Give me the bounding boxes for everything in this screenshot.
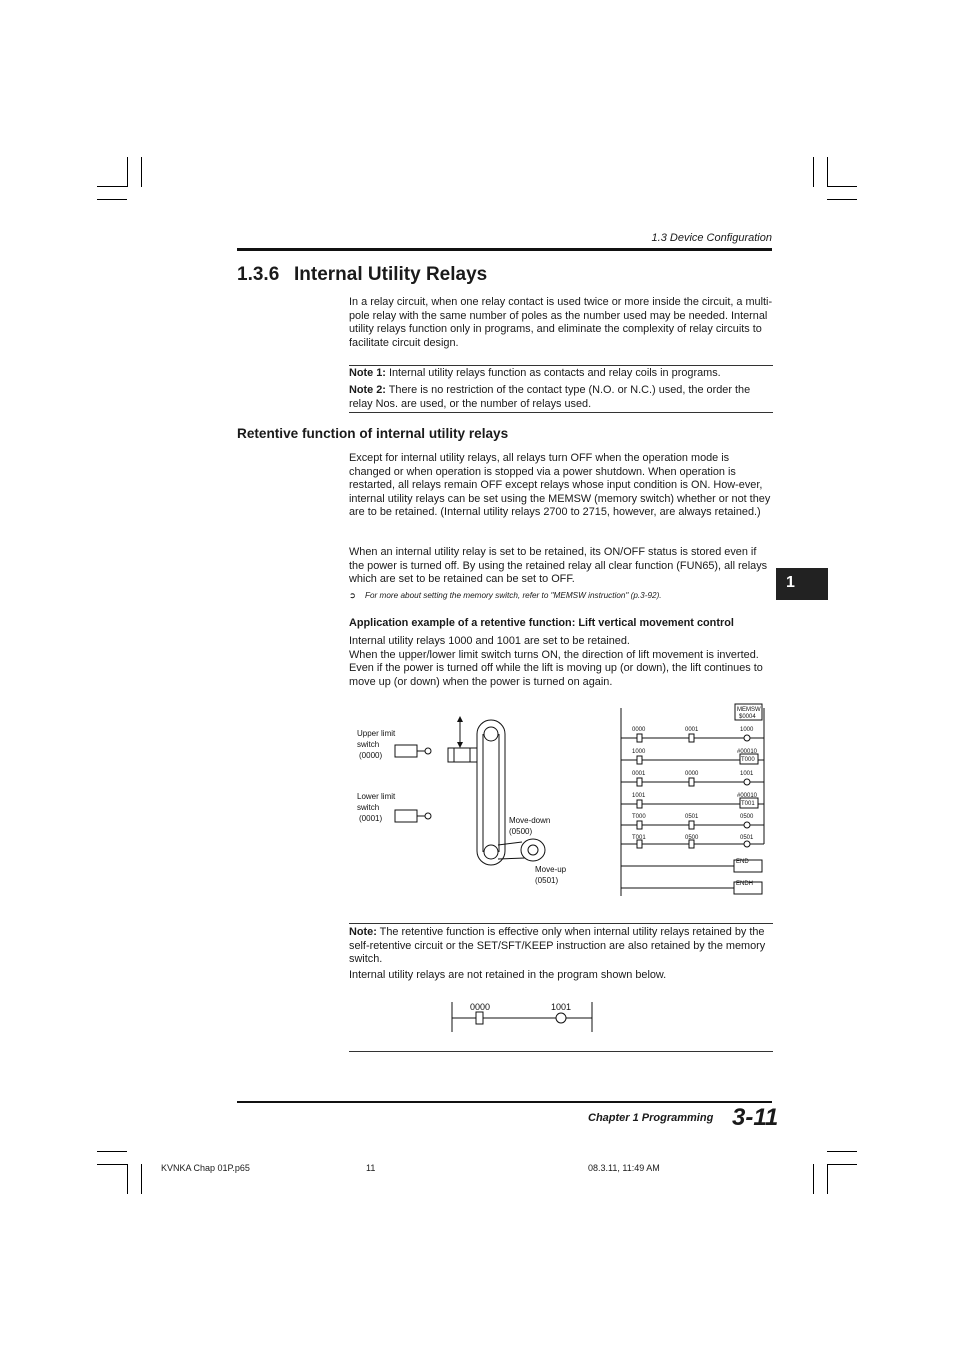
rung-3-contact-2: 0000 <box>685 771 699 777</box>
lower-limit-switch-icon <box>395 810 417 822</box>
rung-4-contact-1: 1001 <box>632 793 646 799</box>
lower-switch-label-2: switch <box>357 803 380 812</box>
slug-file: KVNKA Chap 01P.p65 <box>161 1163 250 1173</box>
rung-6-coil: 0501 <box>740 835 754 841</box>
contact-icon <box>476 1012 483 1024</box>
crop-mark <box>127 157 128 187</box>
reference-arrow-icon: ➲ <box>349 591 356 600</box>
endh-label: ENDH <box>736 881 754 887</box>
memsw-label: MEMSW <box>737 707 761 713</box>
note-1-label: Note 1: <box>349 367 386 379</box>
memsw-value: $0004 <box>739 714 756 720</box>
rung-6-contact-2: 0500 <box>685 835 699 841</box>
lift-cage-icon <box>448 748 477 762</box>
section-title-text: Internal Utility Relays <box>294 264 488 285</box>
crop-mark <box>827 1151 857 1152</box>
rung-2-contact-1: 1000 <box>632 749 646 755</box>
lift-diagram <box>350 712 580 892</box>
move-down-label-2: (0500) <box>509 827 533 836</box>
rung-4-timer-value: #00010 <box>737 793 758 799</box>
crop-mark <box>827 157 828 187</box>
crop-mark <box>827 186 857 187</box>
note-1 <box>349 367 773 381</box>
note-rule-top <box>349 365 773 366</box>
crop-mark <box>141 157 142 187</box>
reference-note <box>349 590 662 600</box>
rung-3-coil: 1001 <box>740 771 754 777</box>
final-note-text: The retentive function is effective only when internal utility relays retained by the self-retentive circuit or the SET/SFT/KEEP instruction are also retained by the memory switch. <box>349 926 766 965</box>
note-rule-bottom <box>349 412 773 413</box>
retentive-paragraph-2: When an internal utility relay is set to be retained, its ON/OFF status is stored even if the power is turned off. By using the retained relay all clear function (FUN65), all relays which are set to be retained can be set to OFF. <box>349 546 768 585</box>
final-note-text-2: Internal utility relays are not retained in the program shown below. <box>349 969 667 981</box>
footer-chapter: Chapter 1 Programming <box>588 1112 714 1124</box>
application-heading: Application example of a retentive function: Lift vertical movement control <box>349 617 734 629</box>
coil-icon <box>556 1013 566 1023</box>
crop-mark <box>827 1164 828 1194</box>
subsection-heading: Retentive function of internal utility relays <box>237 426 509 441</box>
lower-switch-label-1: Lower limit <box>357 792 396 801</box>
upper-switch-label-3: (0000) <box>359 751 383 760</box>
note-2-text: There is no restriction of the contact type (N.O. or N.C.) used, the order the relay Nos. are used, or the number of relays used. <box>349 384 751 410</box>
crop-mark <box>813 1164 814 1194</box>
rung-1-contact-1: 0000 <box>632 727 646 733</box>
lift-belt-icon <box>477 720 505 865</box>
crop-mark <box>141 1164 142 1194</box>
up-arrow-icon <box>457 716 463 722</box>
rung-1-contact-2: 0001 <box>685 727 699 733</box>
small-ladder-coil: 1001 <box>551 1002 572 1012</box>
retentive-paragraph-1: Except for internal utility relays, all relays turn OFF when the operation mode is changed or when operation is stopped via a power shutdown. When operation is restarted, all relays remain OFF except relays whose input condition is ON. How-ever, internal utility relays can be set using the MEMSW (memory switch) whether or not they are to be retained. (Internal utility relays 2700 to 2715, however, are always retained.) <box>349 452 771 518</box>
crop-mark <box>97 199 127 200</box>
move-down-label-1: Move-down <box>509 816 551 825</box>
final-note-label: Note: <box>349 926 377 938</box>
down-arrow-icon <box>457 742 463 748</box>
application-text: Internal utility relays 1000 and 1001 are set to be retained. When the upper/lower limit switch turns ON, the direction of lift movement is inverted. Even if the power is turned off while the lift is moving up (or down), the lift continues to move up (or down) when the power is turned on again. <box>349 635 763 688</box>
rung-4-timer: T001 <box>741 801 755 807</box>
upper-limit-switch-icon <box>395 745 417 757</box>
note-2-label: Note 2: <box>349 384 386 396</box>
crop-mark <box>97 186 127 187</box>
chapter-tab-number: 1 <box>786 574 795 591</box>
final-note <box>349 926 773 967</box>
end-rule <box>349 1051 773 1052</box>
header-rule <box>237 248 772 251</box>
rung-5-contact-1: T000 <box>632 814 646 820</box>
rung-6-contact-1: T001 <box>632 835 646 841</box>
crop-mark <box>127 1164 128 1194</box>
chapter-tab <box>776 568 828 600</box>
running-header: 1.3 Device Configuration <box>651 232 772 244</box>
reference-text: For more about setting the memory switch, refer to "MEMSW instruction" (p.3-92). <box>365 591 662 600</box>
section-title <box>237 264 487 286</box>
move-up-label-1: Move-up <box>535 865 567 874</box>
footer-rule <box>237 1101 772 1103</box>
upper-switch-label-2: switch <box>357 740 380 749</box>
crop-mark <box>97 1164 127 1165</box>
intro-paragraph: In a relay circuit, when one relay contact is used twice or more inside the circuit, a multi-pole relay with the same number of poles as the number used may be needed. Internal utility relays function only in programs, and eliminate the complexity of relay circuits to facilitate circuit design. <box>349 296 773 349</box>
rung-5-coil: 0500 <box>740 814 754 820</box>
upper-switch-label-1: Upper limit <box>357 729 396 738</box>
rung-2-timer: T000 <box>741 757 755 763</box>
slug-page: 11 <box>366 1163 376 1173</box>
end-label: END <box>736 859 749 865</box>
small-ladder-contact: 0000 <box>470 1002 491 1012</box>
crop-mark <box>827 199 857 200</box>
crop-mark <box>827 1164 857 1165</box>
page-number: 3-11 <box>732 1104 779 1131</box>
final-note-rule <box>349 923 773 924</box>
section-number: 1.3.6 <box>237 264 280 285</box>
crop-mark <box>813 157 814 187</box>
rung-3-contact-1: 0001 <box>632 771 646 777</box>
move-up-label-2: (0501) <box>535 876 559 885</box>
slug-date: 08.3.11, 11:49 AM <box>588 1163 660 1173</box>
crop-mark <box>97 1151 127 1152</box>
note-1-text: Internal utility relays function as contacts and relay coils in programs. <box>388 367 721 379</box>
rung-2-timer-value: #00010 <box>737 749 758 755</box>
lower-switch-label-3: (0001) <box>359 814 383 823</box>
ladder-diagram <box>616 700 772 900</box>
rung-1-coil: 1000 <box>740 727 754 733</box>
note-2 <box>349 384 773 411</box>
rung-5-contact-2: 0501 <box>685 814 699 820</box>
small-ladder-diagram <box>448 998 598 1036</box>
